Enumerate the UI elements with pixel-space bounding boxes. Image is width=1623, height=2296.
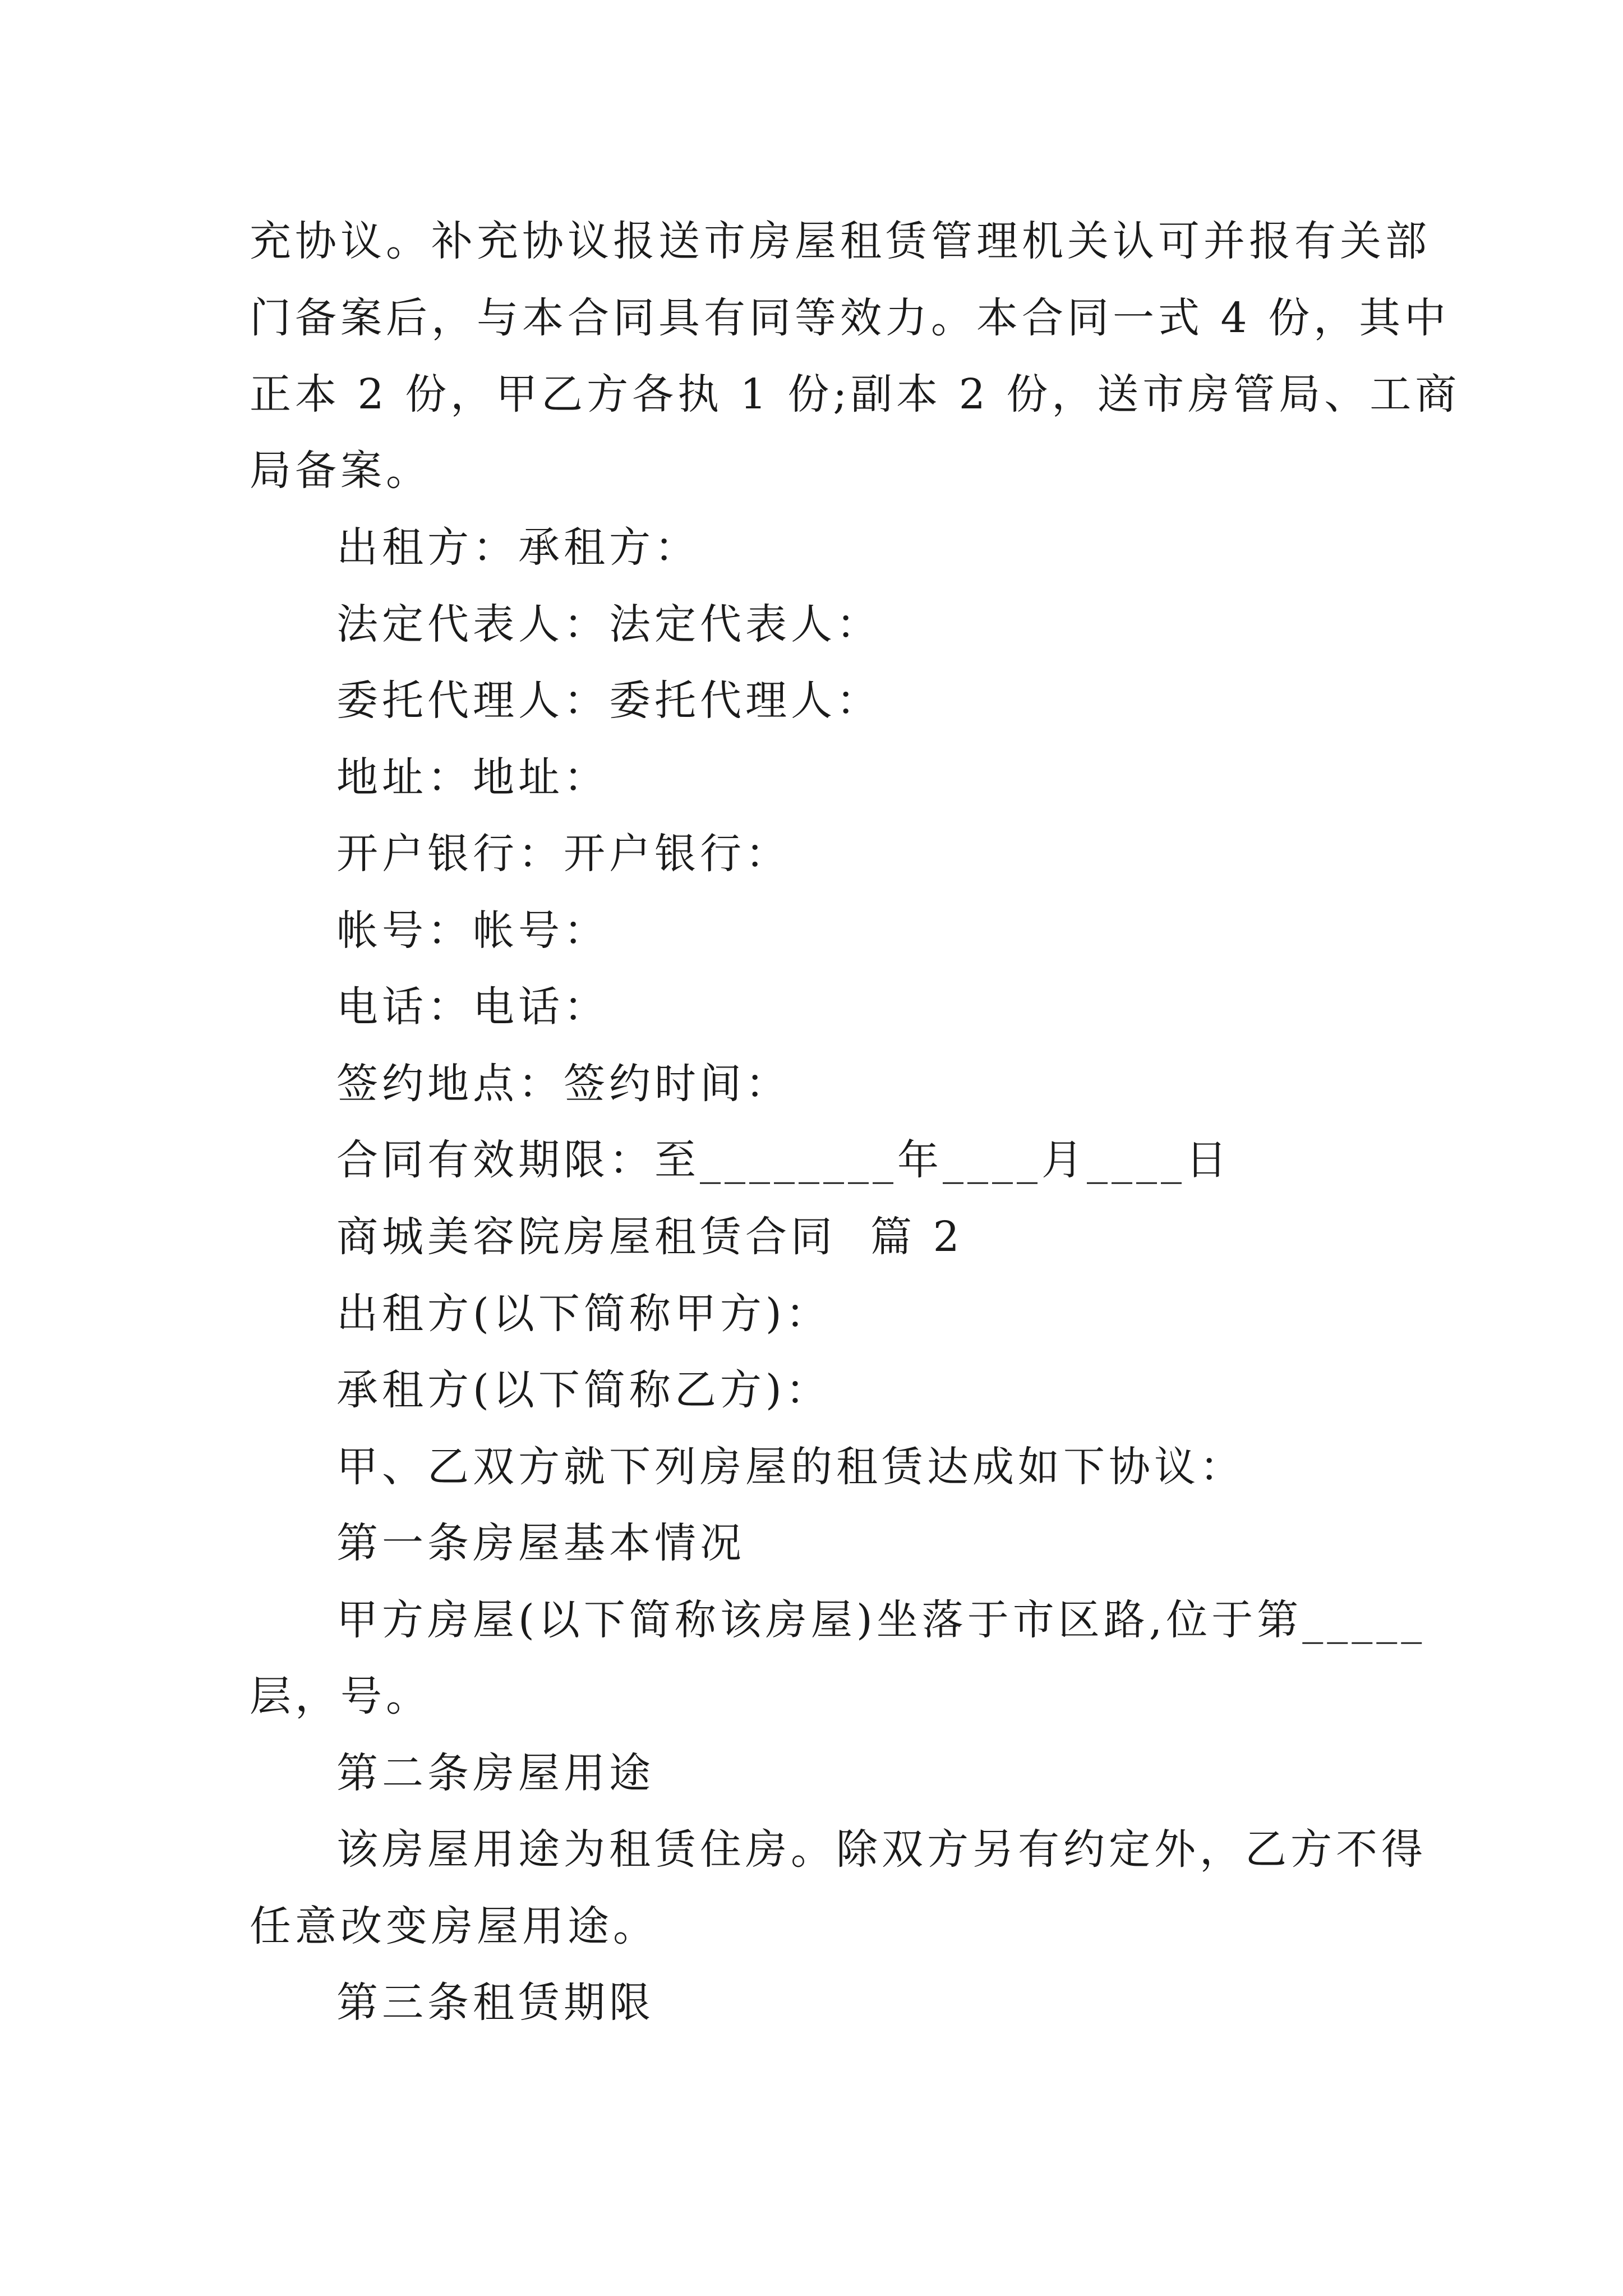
signature-field-line: 出租方：承租方： (336, 523, 700, 572)
paragraph-line: 门备案后，与本合同具有同等效力。本合同一式 4 份，其中 (250, 294, 1450, 342)
paragraph-line: 甲方房屋(以下简称该房屋)坐落于市区路,位于第_____ (336, 1596, 1426, 1644)
signature-field-line: 委托代理人：委托代理人： (336, 677, 882, 725)
signature-field-line: 帐号：帐号： (336, 907, 609, 955)
paragraph-line: 正本 2 份，甲乙方各执 1 份;副本 2 份，送市房管局、工商 (250, 370, 1461, 418)
signature-field-line: 开户银行：开户银行： (336, 830, 791, 878)
signature-field-line: 法定代表人：法定代表人： (336, 600, 882, 648)
article-heading: 第一条房屋基本情况 (336, 1519, 745, 1567)
paragraph-line: 该房屋用途为租赁住房。除双方另有约定外，乙方不得 (336, 1825, 1427, 1874)
signature-field-line: 地址：地址： (336, 753, 609, 802)
signature-field-line: 电话：电话： (336, 983, 609, 1031)
paragraph-line: 局备案。 (250, 447, 431, 495)
paragraph-line: 层，号。 (250, 1672, 431, 1720)
validity-period-line: 合同有效期限：至________年____月____日 (336, 1136, 1231, 1184)
paragraph-line: 任意改变房屋用途。 (250, 1902, 658, 1950)
paragraph-line: 甲、乙双方就下列房屋的租赁达成如下协议： (336, 1443, 1245, 1491)
section-heading: 商城美容院房屋租赁合同 篇 2 (336, 1213, 963, 1261)
party-line: 出租方(以下简称甲方)： (336, 1290, 831, 1338)
article-heading: 第三条租赁期限 (336, 1978, 654, 2027)
signature-field-line: 签约地点：签约时间： (336, 1060, 791, 1108)
article-heading: 第二条房屋用途 (336, 1749, 654, 1797)
party-line: 承租方(以下简称乙方)： (336, 1366, 831, 1414)
paragraph-line: 充协议。补充协议报送市房屋租赁管理机关认可并报有关部 (250, 217, 1431, 265)
